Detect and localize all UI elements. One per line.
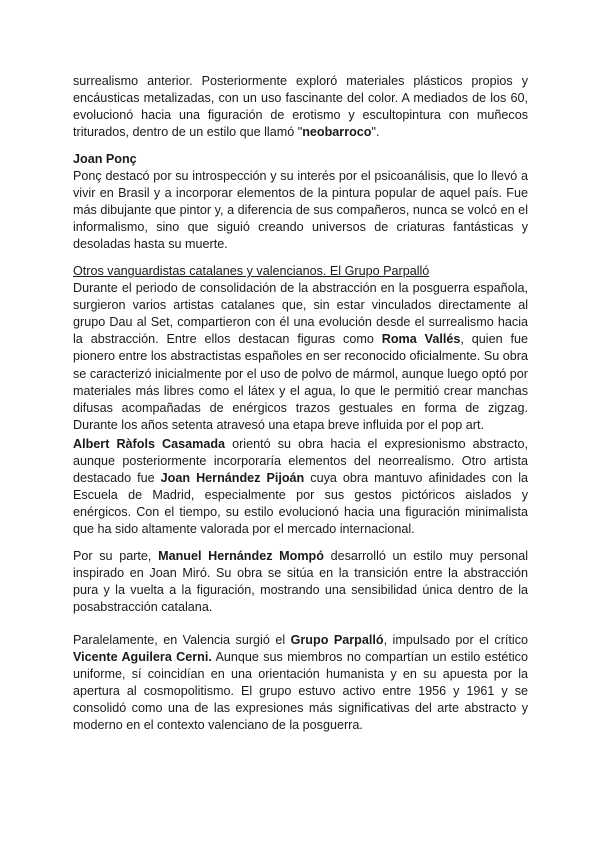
- text-run: surrealismo anterior. Posteriormente exploró materiales plásticos propios y encáusticas metalizadas, con un uso fascinante del color. A mediados de los 60, evolucionó hacia una figuración de erotismo y escultopintura con muñecos triturados, dentro de un estilo que llamó ": [73, 74, 528, 140]
- name-roma-valles: Roma Vallés: [381, 332, 461, 347]
- paragraph-text: [73, 73, 528, 141]
- term-neobarroco: neobarroco: [302, 125, 372, 140]
- name-manuel-hernandez-mompo: Manuel Hernández Mompó: [158, 549, 324, 563]
- paragraph-neobarroco: [73, 73, 528, 141]
- name-grupo-parpallo: Grupo Parpalló: [290, 633, 384, 647]
- text-run: Aunque sus miembros no compartían un estilo estético uniforme, sí coincidían en una orientación humanista y en su apuesta por la apertura al cosmopolitismo. El grupo estuvo activo entre 1956 y 1961 y se consolidó como una de las expresiones más significativas del arte abstracto y moderno en el contexto valenciano de la posguerra.: [73, 650, 528, 733]
- paragraph-text: [73, 548, 528, 616]
- name-joan-hernandez-pijoan: Joan Hernández Pijoán: [160, 471, 305, 486]
- name-vicente-aguilera-cerni: Vicente Aguilera Cerni.: [73, 650, 212, 665]
- text-run: Durante el periodo de consolidación de la abstracción en la posguerra española, surgieron varios artistas catalanes que, sin estar vinculados directamente al grupo Dau al Set, compartieron con él una evolución desde el surrealismo hacia la abstracción. Entre ellos destacan figuras como: [73, 281, 528, 347]
- text-run: Por su parte,: [73, 549, 159, 563]
- section-subheading: Otros vanguardistas catalanes y valencianos. El Grupo Parpalló: [73, 264, 430, 278]
- paragraph-mompo: [73, 548, 528, 616]
- text-run: ".: [371, 125, 380, 140]
- section-otros-vanguardistas: [73, 263, 528, 434]
- paragraph-text: Ponç destacó por su introspección y su interés por el psicoanálisis, que lo llevó a vivir en Brasil y a incorporar elementos de la pintura popular de aquel país. Fue más dibujante que pintor y, a diferencia de sus compañeros, nunca se volcó en el informalismo, sino que siguió creando universos de criaturas fantásticas y desoladas hasta su muerte.: [73, 169, 528, 252]
- text-run: cuya obra mantuvo afinidades con la Escuela de Madrid, especialmente por sus gestos pictóricos aislados y enérgicos. Con el tiempo, su estilo evolucionó hacia una figuración minimalista que ha sido altamente valorada por el mercado internacional.: [73, 471, 528, 537]
- section-joan-ponc: [73, 151, 528, 254]
- text-run: , impulsado por el crítico: [383, 633, 528, 647]
- paragraph-text: [73, 280, 528, 434]
- text-run: orientó su obra hacia el expresionismo abstracto, aunque posteriormente incorporaría elementos del neorrealismo. Otro artista destacado fue: [73, 437, 528, 486]
- section-heading: Joan Ponç: [73, 152, 137, 166]
- text-run: Paralelamente, en Valencia surgió el: [73, 633, 291, 647]
- name-albert-rafols: Albert Ràfols Casamada: [73, 437, 226, 451]
- paragraph-parpallo: [73, 632, 528, 735]
- paragraph-rafols: [73, 436, 528, 539]
- paragraph-text: [73, 436, 528, 539]
- text-run: , quien fue pionero entre los abstractistas españoles en ser reconocido oficialmente. Su obra se caracterizó inicialmente por el uso de polvo de mármol, aunque luego optó por materiales más libres como el látex y el agua, lo que le permitió crear manchas difusas acompañadas de enérgicos trazos gestuales en forma de zigzag. Durante los años setenta atravesó una etapa breve influida por el pop art.: [73, 332, 528, 432]
- paragraph-text: [73, 632, 528, 735]
- text-run: desarrolló un estilo muy personal inspirado en Joan Miró. Su obra se sitúa en la transición entre la abstracción pura y la vuelta a la figuración, mostrando una sensibilidad única dentro de la posabstracción catalana.: [73, 549, 528, 615]
